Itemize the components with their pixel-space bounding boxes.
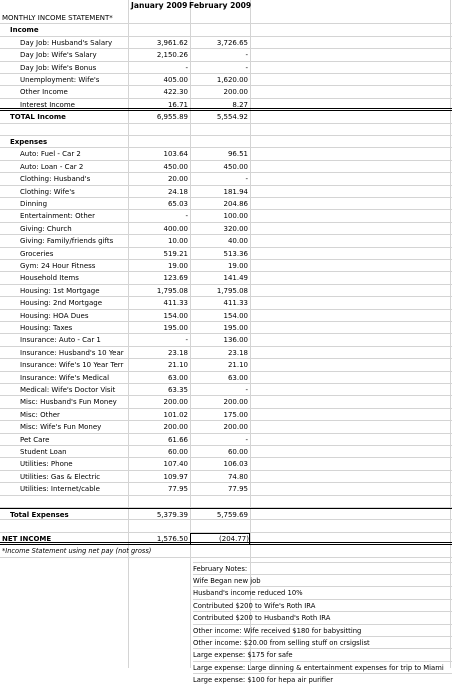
february-value: 200.00 — [223, 398, 248, 407]
january-value: 2,150.26 — [156, 51, 188, 60]
table-row — [0, 347, 452, 359]
february-value: 77.95 — [227, 485, 248, 494]
table-row — [0, 297, 452, 309]
table-row — [0, 86, 452, 98]
table-row — [0, 161, 452, 173]
february-value: 204.86 — [223, 200, 248, 208]
table-row — [0, 310, 452, 322]
column-header-january: January 2009 — [131, 1, 188, 10]
note-line: Husband's income reduced 10% — [193, 586, 452, 599]
row-label: Clothing: Wife's — [20, 187, 75, 196]
february-value: 74.80 — [227, 472, 248, 481]
january-value: 109.97 — [163, 472, 188, 481]
table-row — [0, 471, 452, 483]
january-value: 200.00 — [163, 398, 188, 407]
january-value: 519.21 — [163, 249, 188, 258]
row-label: Groceries — [20, 249, 54, 258]
table-row — [0, 384, 452, 396]
february-value: 154.00 — [223, 311, 248, 320]
row-label: Housing: 1st Mortgage — [20, 286, 100, 295]
february-value: 60.00 — [227, 448, 248, 456]
table-row — [0, 372, 452, 384]
february-value: - — [245, 435, 248, 444]
table-row — [0, 62, 452, 74]
january-value: 123.69 — [163, 274, 188, 283]
january-value: 19.00 — [167, 262, 188, 270]
blank-row — [0, 124, 452, 136]
january-value: 450.00 — [163, 162, 188, 171]
row-label: Insurance: Wife's Medical — [20, 373, 110, 382]
february-value: 1,795.08 — [216, 286, 248, 295]
february-value: 21.10 — [227, 361, 248, 370]
row-label: Student Loan — [20, 448, 67, 456]
table-row — [0, 483, 452, 495]
row-label: Clothing: Husband's — [20, 175, 91, 184]
table-row — [0, 322, 452, 334]
footnote: *Income Statement using net pay (not gross) — [2, 547, 152, 556]
row-label: Housing: HOA Dues — [20, 311, 89, 320]
row-label: Day Job: Husband's Salary — [20, 38, 113, 47]
row-label: Giving: Church — [20, 224, 72, 233]
row-label: Utilities: Internet/cable — [20, 485, 100, 494]
february-value: 450.00 — [223, 162, 248, 171]
row-label: Insurance: Wife's 10 Year Terr — [20, 361, 124, 370]
february-value: 96.51 — [227, 150, 248, 159]
table-row — [0, 446, 452, 458]
row-label: Misc: Other — [20, 410, 60, 419]
total-expenses-label: Total Expenses — [10, 511, 69, 519]
row-label: Housing: Taxes — [20, 324, 73, 332]
table-row — [0, 99, 452, 111]
february-value: 181.94 — [223, 187, 248, 196]
row-label: Insurance: Husband's 10 Year — [20, 348, 124, 357]
february-value: - — [245, 51, 248, 60]
net-income-feb: (204.77) — [190, 533, 250, 545]
january-value: 101.02 — [163, 410, 188, 419]
notes-heading: February Notes: — [193, 562, 452, 575]
row-label: Giving: Family/friends gifts — [20, 237, 114, 246]
table-row — [0, 198, 452, 210]
february-value: 1,620.00 — [216, 76, 248, 84]
table-row — [0, 148, 452, 160]
note-line: Contributed $200 to Wife's Roth IRA — [193, 599, 452, 612]
total-income-jan: 6,955.89 — [156, 113, 188, 122]
note-line: Large expense: $175 for safe — [193, 648, 452, 661]
february-value: 40.00 — [227, 237, 248, 246]
net-income-jan: 1,576.50 — [156, 534, 188, 543]
january-value: - — [185, 336, 188, 345]
january-value: 107.40 — [163, 460, 188, 469]
row-label: Day Job: Wife's Bonus — [20, 63, 97, 72]
january-value: - — [185, 212, 188, 221]
table-row — [0, 74, 452, 86]
table-row — [0, 285, 452, 297]
january-value: 20.00 — [167, 175, 188, 184]
february-value: - — [245, 175, 248, 184]
january-value: 10.00 — [167, 237, 188, 246]
table-row — [0, 458, 452, 470]
total-expenses-feb: 5,759.69 — [216, 511, 248, 519]
blank-row — [0, 520, 452, 532]
row-label: Housing: 2nd Mortgage — [20, 299, 103, 308]
row-label: Auto: Loan - Car 2 — [20, 162, 84, 171]
january-value: 200.00 — [163, 423, 188, 432]
statement-title: MONTHLY INCOME STATEMENT* — [2, 14, 113, 22]
february-value: 320.00 — [223, 224, 248, 233]
january-value: 65.03 — [167, 200, 188, 208]
table-row — [0, 223, 452, 235]
note-line: Wife Began new job — [193, 574, 452, 587]
february-value: 200.00 — [223, 88, 248, 97]
income-heading: Income — [10, 26, 39, 35]
february-value: 200.00 — [223, 423, 248, 432]
february-value: 136.00 — [223, 336, 248, 345]
january-value: 61.66 — [167, 435, 188, 444]
note-line: Large expense: $100 for hepa air purifier — [193, 673, 452, 686]
total-expenses-jan: 5,379.39 — [156, 511, 188, 519]
row-label: Utilities: Gas & Electric — [20, 472, 101, 481]
table-row — [0, 409, 452, 421]
january-value: 405.00 — [163, 76, 188, 84]
income-heading-row — [0, 24, 452, 36]
table-row — [0, 49, 452, 61]
total-income-label: TOTAL Income — [10, 113, 66, 122]
row-label: Household Items — [20, 274, 79, 283]
blank-row — [0, 496, 452, 508]
net-income-row — [0, 533, 452, 545]
note-line: Other income: Wife received $180 for babysitting — [193, 624, 452, 637]
february-value: 23.18 — [227, 348, 248, 357]
january-value: 21.10 — [167, 361, 188, 370]
row-label: Misc: Husband's Fun Money — [20, 398, 117, 407]
table-row — [0, 396, 452, 408]
row-label: Entertainment: Other — [20, 212, 95, 221]
february-value: 106.03 — [223, 460, 248, 469]
row-label: Gym: 24 Hour Fitness — [20, 262, 96, 270]
expenses-heading: Expenses — [10, 138, 48, 146]
january-value: 1,795.08 — [156, 286, 188, 295]
table-row — [0, 359, 452, 371]
table-row — [0, 248, 452, 260]
january-value: 60.00 — [167, 448, 188, 456]
footnote-row — [0, 545, 452, 557]
january-value: 24.18 — [167, 187, 188, 196]
january-value: 422.30 — [163, 88, 188, 97]
january-value: 77.95 — [167, 485, 188, 494]
row-label: Interest Income — [20, 100, 75, 109]
expenses-total-row — [0, 508, 452, 520]
note-line: Contributed $200 to Husband's Roth IRA — [193, 611, 452, 624]
table-row — [0, 421, 452, 433]
income-total-row — [0, 111, 452, 123]
row-label: Utilities: Phone — [20, 460, 73, 469]
february-value: 3,726.65 — [216, 38, 248, 47]
table-row — [0, 37, 452, 49]
net-income-label: NET INCOME — [2, 534, 52, 543]
column-header-february: February 2009 — [189, 1, 252, 10]
title-row — [0, 12, 452, 24]
january-value: 63.35 — [167, 386, 188, 394]
february-value: 175.00 — [223, 410, 248, 419]
february-value: 19.00 — [227, 262, 248, 270]
row-label: Insurance: Auto - Car 1 — [20, 336, 101, 345]
january-value: 154.00 — [163, 311, 188, 320]
row-label: Pet Care — [20, 435, 50, 444]
february-value: - — [245, 63, 248, 72]
january-value: 16.71 — [167, 100, 188, 109]
table-row — [0, 186, 452, 198]
table-row — [0, 260, 452, 272]
row-label: Medical: Wife's Doctor Visit — [20, 386, 116, 394]
row-label: Misc: Wife's Fun Money — [20, 423, 102, 432]
row-label: Day Job: Wife's Salary — [20, 51, 97, 60]
february-value: 63.00 — [227, 373, 248, 382]
february-value: - — [245, 386, 248, 394]
row-label: Unemployment: Wife's — [20, 76, 100, 84]
february-value: 8.27 — [232, 100, 248, 109]
note-line: Large expense: Large dinning & entertainment expenses for trip to Miami — [193, 661, 452, 674]
january-value: 411.33 — [163, 299, 188, 308]
february-value: 195.00 — [223, 324, 248, 332]
february-value: 100.00 — [223, 212, 248, 221]
expenses-heading-row — [0, 136, 452, 148]
february-value: 141.49 — [223, 274, 248, 283]
row-label: Auto: Fuel - Car 2 — [20, 150, 81, 159]
row-label: Other Income — [20, 88, 68, 97]
table-row — [0, 434, 452, 446]
january-value: 103.64 — [163, 150, 188, 159]
january-value: 195.00 — [163, 324, 188, 332]
row-label: Dinning — [20, 200, 48, 208]
table-row — [0, 334, 452, 346]
table-row — [0, 235, 452, 247]
february-value: 513.36 — [223, 249, 248, 258]
january-value: 400.00 — [163, 224, 188, 233]
table-row — [0, 173, 452, 185]
total-income-feb: 5,554.92 — [216, 113, 248, 122]
january-value: 63.00 — [167, 373, 188, 382]
table-row — [0, 210, 452, 222]
january-value: - — [185, 63, 188, 72]
february-value: 411.33 — [223, 299, 248, 308]
january-value: 23.18 — [167, 348, 188, 357]
january-value: 3,961.62 — [156, 38, 188, 47]
table-row — [0, 272, 452, 284]
note-line: Other income: $20.00 from selling stuff on crsigslist — [193, 636, 452, 649]
